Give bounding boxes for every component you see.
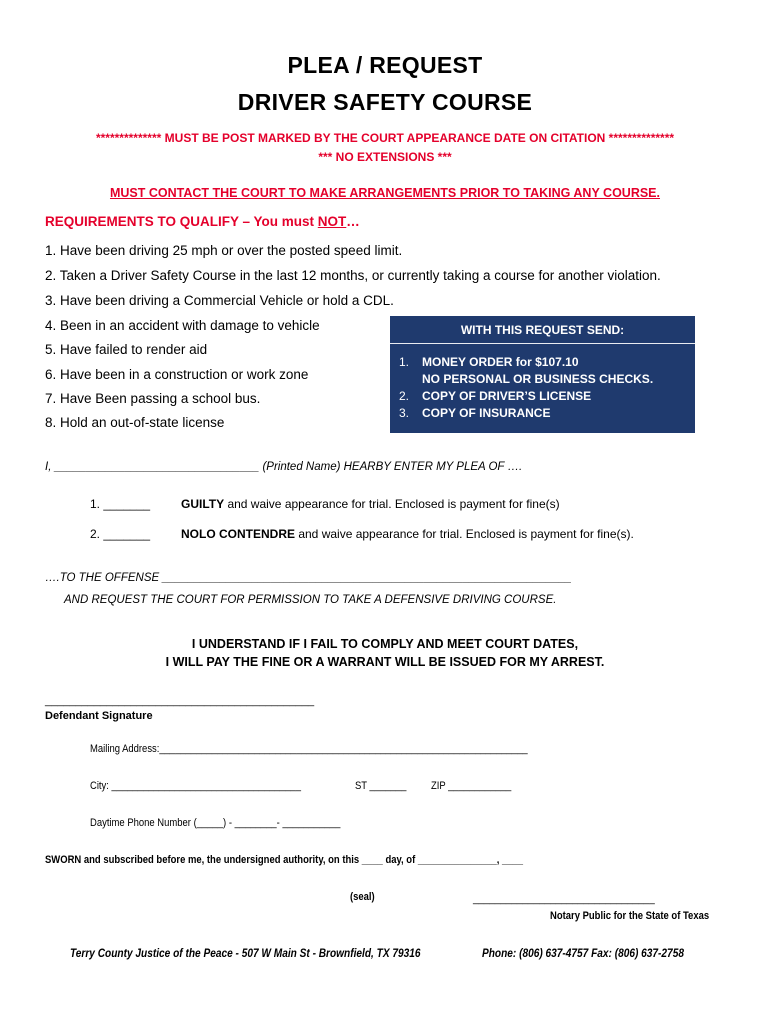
- zip-field[interactable]: ZIP ____________: [431, 780, 512, 792]
- plea-intro-prefix: I,: [45, 461, 55, 473]
- footer-court-address: Terry County Justice of the Peace - 507 W Main St - Brownfield, TX 79316: [70, 948, 421, 960]
- postmark-line-1: ************** MUST BE POST MARKED BY THE COURT APPEARANCE DATE ON CITATION **************: [95, 131, 675, 145]
- understand-line-2: I WILL PAY THE FINE OR A WARRANT WILL BE ISSUED FOR MY ARREST.: [165, 655, 605, 669]
- printed-name-field[interactable]: ________________________________: [54, 461, 260, 473]
- sworn-statement: SWORN and subscribed before me, the undersigned authority, on this ____ day, of _______________, ____: [45, 854, 524, 866]
- contact-notice: MUST CONTACT THE COURT TO MAKE ARRANGEMENTS PRIOR TO TAKING ANY COURSE.: [109, 186, 660, 200]
- signature-line[interactable]: ____________________________________________: [45, 695, 315, 707]
- plea-intro-suffix: (Printed Name) HEARBY ENTER MY PLEA OF ….: [259, 461, 523, 473]
- plea-option-text: and waive appearance for trial. Enclosed is payment for fine(s).: [295, 527, 634, 541]
- plea-option-nolo-blank[interactable]: 2. _______: [90, 527, 151, 541]
- page-title: PLEA / REQUEST: [287, 52, 483, 78]
- plea-option-label: GUILTY: [181, 497, 225, 511]
- send-box-list: [390, 354, 695, 422]
- requirements-heading: [45, 214, 360, 229]
- offense-field[interactable]: ….TO THE OFFENSE ________________________________________________________________: [45, 572, 572, 584]
- requirement-item-8: 8. Hold an out-of-state license: [45, 415, 225, 430]
- send-box-item-3: [390, 405, 695, 422]
- plea-intro: [45, 461, 522, 473]
- requirements-heading-prefix: REQUIREMENTS TO QUALIFY – You must: [45, 214, 318, 229]
- no-extensions-notice: *** NO EXTENSIONS ***: [318, 150, 452, 164]
- send-box-item-line: COPY OF DRIVER’S LICENSE: [422, 389, 592, 403]
- postmark-notice: [0, 131, 770, 145]
- requirement-item-5: 5. Have failed to render aid: [45, 342, 208, 357]
- state-field[interactable]: ST _______: [355, 780, 407, 792]
- mailing-address-field[interactable]: Mailing Address:______________________________________________________________________: [90, 743, 528, 755]
- requirement-item-1: 1. Have been driving 25 mph or over the posted speed limit.: [45, 243, 403, 258]
- send-with-request-box: [390, 316, 695, 433]
- send-box-item-1: [390, 354, 695, 388]
- plea-option-guilty: [181, 497, 560, 511]
- send-box-item-line: NO PERSONAL OR BUSINESS CHECKS.: [422, 372, 654, 386]
- city-field[interactable]: City: ____________________________________: [90, 780, 301, 792]
- send-box-item-2: [390, 388, 695, 405]
- requirement-item-3: 3. Have been driving a Commercial Vehicle or hold a CDL.: [45, 293, 394, 308]
- requirement-item-2: 2. Taken a Driver Safety Course in the last 12 months, or currently taking a course for another violation.: [45, 268, 661, 283]
- plea-option-text: and waive appearance for trial. Enclosed is payment for fine(s): [224, 497, 560, 511]
- plea-option-guilty-blank[interactable]: 1. _______: [90, 497, 151, 511]
- send-box-item-line: COPY OF INSURANCE: [422, 406, 551, 420]
- send-box-header: WITH THIS REQUEST SEND:: [460, 323, 625, 337]
- requirements-heading-suffix: …: [346, 214, 360, 229]
- requirement-item-7: 7. Have Been passing a school bus.: [45, 391, 261, 406]
- send-box-item-line: MONEY ORDER for $107.10: [422, 355, 579, 369]
- notary-label: Notary Public for the State of Texas: [550, 910, 710, 922]
- plea-option-nolo: [181, 527, 634, 541]
- signature-label: Defendant Signature: [45, 710, 153, 722]
- understand-line-1: I UNDERSTAND IF I FAIL TO COMPLY AND MEET COURT DATES,: [191, 637, 579, 651]
- page-subtitle: DRIVER SAFETY COURSE: [237, 89, 533, 115]
- send-box-item-num: 1.: [399, 355, 410, 369]
- seal-label: (seal): [350, 891, 375, 903]
- requirement-item-4: 4. Been in an accident with damage to vehicle: [45, 318, 320, 333]
- requirements-heading-not: NOT: [317, 214, 347, 229]
- request-course-line: AND REQUEST THE COURT FOR PERMISSION TO TAKE A DEFENSIVE DRIVING COURSE.: [64, 594, 557, 606]
- footer-phone-fax: Phone: (806) 637-4757 Fax: (806) 637-2758: [482, 948, 684, 960]
- notary-signature-line[interactable]: _________________________________: [473, 893, 655, 905]
- requirement-item-6: 6. Have been in a construction or work zone: [45, 367, 309, 382]
- send-box-divider: [390, 343, 695, 344]
- phone-field[interactable]: Daytime Phone Number (_____) - ________- ___________: [90, 817, 341, 829]
- send-box-item-num: 3.: [399, 406, 410, 420]
- plea-option-label: NOLO CONTENDRE: [181, 527, 295, 541]
- send-box-item-num: 2.: [399, 389, 410, 403]
